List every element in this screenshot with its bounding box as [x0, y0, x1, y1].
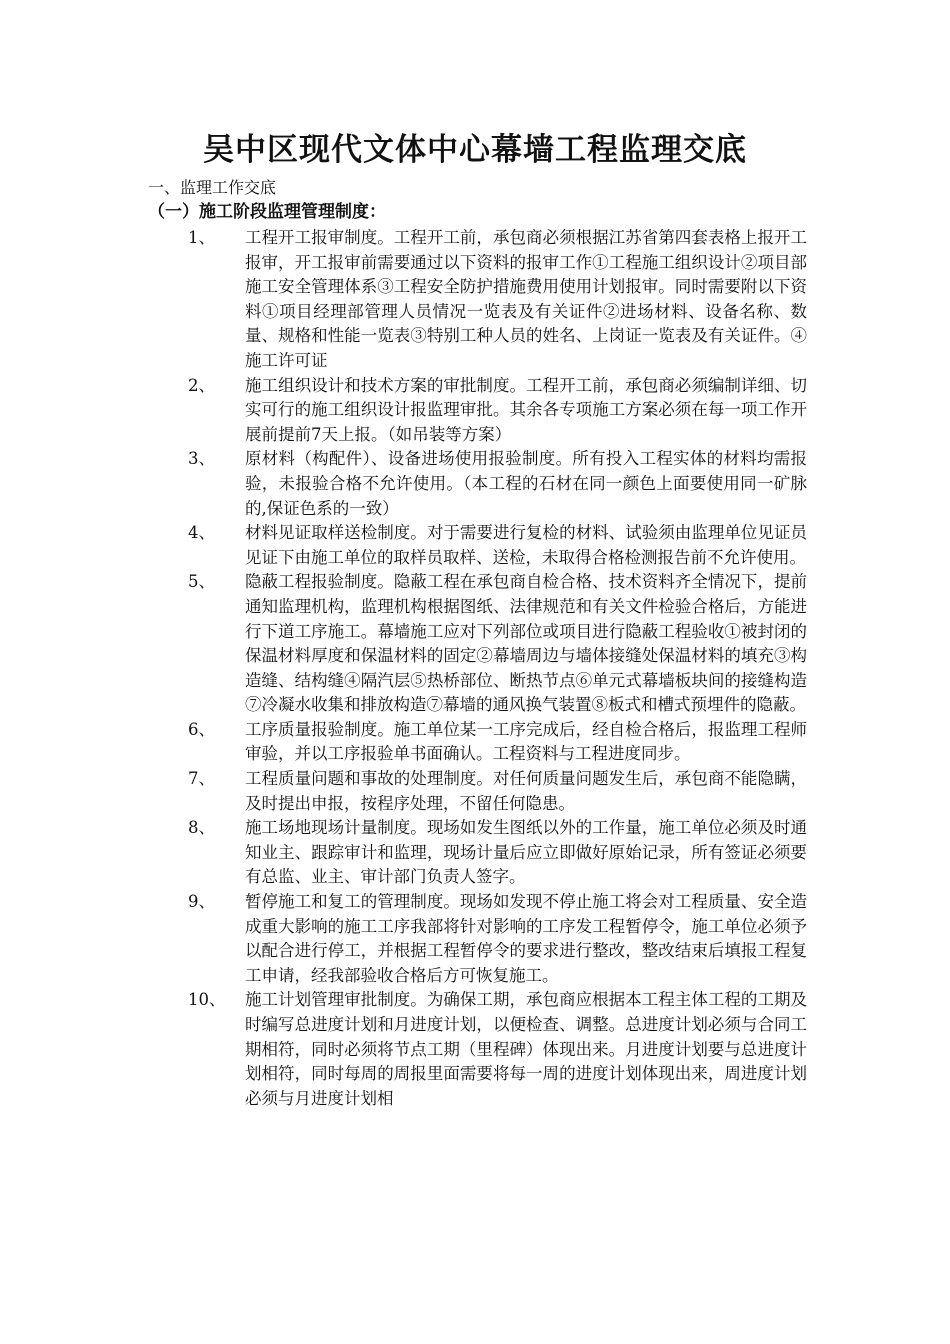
document-title: 吴中区现代文体中心幕墙工程监理交底	[203, 132, 747, 168]
list-item	[0, 890, 950, 988]
item-number: 8、	[188, 818, 215, 838]
item-text: 施工场地现场计量制度。现场如发生图纸以外的工作量，施工单位必须及时通知业主、跟踪审计和监理，现场计量后应立即做好原始记录，所有签证必须要有总监、业主、审计部门负责人签字。	[245, 818, 807, 887]
item-text: 原材料（构配件）、设备进场使用报验制度。所有投入工程实体的材料均需报验，未报验合格不允许使用。（本工程的石材在同一颜色上面要使用同一矿脉的,保证色系的一致）	[245, 449, 807, 518]
list-item	[0, 521, 950, 570]
subsection-heading-management-rules: （一）施工阶段监理管理制度：	[148, 202, 386, 222]
list-item	[0, 447, 950, 521]
list-item	[0, 718, 950, 767]
item-number: 1、	[188, 228, 215, 247]
list-item	[0, 767, 950, 816]
item-number: 4、	[188, 523, 215, 543]
item-text: 隐蔽工程报验制度。隐蔽工程在承包商自检合格、技术资料齐全情况下，提前通知监理机构，监理机构根据图纸、法律规范和有关文件检验合格后，方能进行下道工序施工。幕墙施工应对下列部位或项目进行隐蔽工程验收①被封闭的保温材料厚度和保温材料的固定②幕墙周边与墙体接缝处保温材料的填充③构造缝、结构缝④隔汽层⑤热桥部位、断热节点⑥单元式幕墙板块间的接缝构造⑦冷凝水收集和排放构造⑦幕墙的通风换气装置⑧板式和槽式预埋件的隐蔽。	[245, 572, 807, 715]
list-item	[0, 226, 950, 374]
item-number: 2、	[188, 375, 215, 395]
item-text: 材料见证取样送检制度。对于需要进行复检的材料、试验须由监理单位见证员见证下由施工单位的取样员取样、送检，未取得合格检测报告前不允许使用。	[245, 523, 807, 567]
item-number: 10、	[188, 990, 226, 1010]
section-heading-supervision: 一、监理工作交底	[148, 178, 277, 197]
list-item	[0, 374, 950, 448]
item-text: 施工计划管理审批制度。为确保工期，承包商应根据本工程主体工程的工期及时编写总进度计划和月进度计划，以便检查、调整。总进度计划必须与合同工期相符，同时必须将节点工期（里程碑）体现出来。月进度计划要与总进度计划相符，同时每周的周报里面需要将每一周的进度计划体现出来，周进度计划必须与月进度计划相	[245, 990, 807, 1108]
item-number: 3、	[188, 449, 215, 469]
item-text: 暂停施工和复工的管理制度。现场如发现不停止施工将会对工程质量、安全造成重大影响的施工工序我部将针对影响的工序发工程暂停令，施工单位必须予以配合进行停工，并根据工程暂停令的要求进行整改，整改结束后填报工程复工申请，经我部验收合格后方可恢复施工。	[245, 892, 807, 985]
item-text: 施工组织设计和技术方案的审批制度。工程开工前，承包商必须编制详细、切实可行的施工组织设计报监理审批。其余各专项施工方案必须在每一项工作开展前提前7天上报。（如吊装等方案）	[245, 375, 807, 444]
item-text: 工序质量报验制度。施工单位某一工序完成后，经自检合格后，报监理工程师审验，并以工序报验单书面确认。工程资料与工程进度同步。	[245, 719, 807, 764]
item-text: 工程开工报审制度。工程开工前，承包商必须根据江苏省第四套表格上报开工报审，开工报审前需要通过以下资料的报审工作①工程施工组织设计②项目部施工安全管理体系③工程安全防护措施费用使用计划报审。同时需要附以下资料①项目经理部管理人员情况一览表及有关证件②进场材料、设备名称、数量、规格和性能一览表③特别工种人员的姓名、上岗证一览表及有关证件。④施工许可证	[245, 228, 807, 370]
item-number: 6、	[188, 719, 215, 739]
item-number: 5、	[188, 572, 215, 592]
list-item	[0, 570, 950, 718]
list-item	[0, 988, 950, 1111]
list-item	[0, 816, 950, 890]
item-text: 工程质量问题和事故的处理制度。对任何质量问题发生后，承包商不能隐瞒，及时提出申报，按程序处理，不留任何隐患。	[245, 769, 807, 813]
item-number: 7、	[188, 769, 215, 789]
item-number: 9、	[188, 892, 215, 912]
rules-list	[0, 226, 950, 1111]
